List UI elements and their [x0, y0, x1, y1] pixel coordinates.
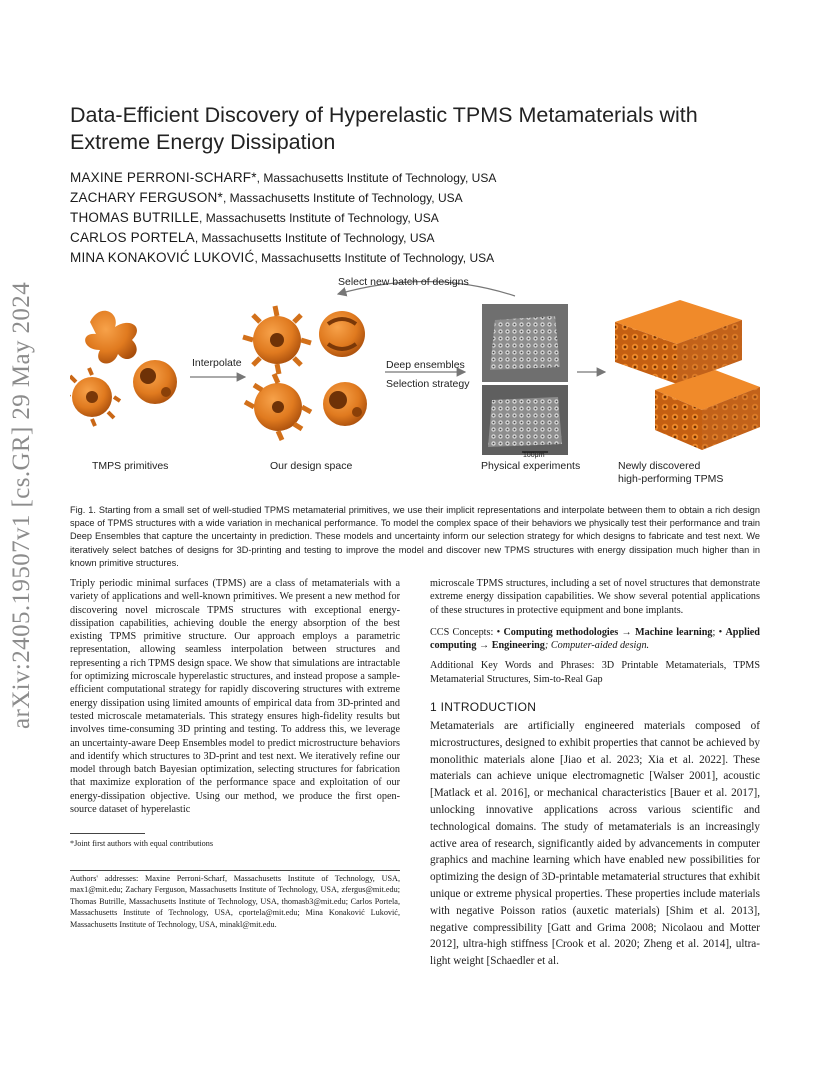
author-entry: [70, 168, 770, 188]
section-heading-introduction: 1 INTRODUCTION: [430, 700, 537, 715]
panel-label-design-space: Our design space: [270, 460, 353, 472]
figure-caption: Fig. 1. Starting from a small set of well-studied TPMS metamaterial primitives, we use their implicit representations and interpolate between them to obtain a rich design space of TPMS structures with a wide variation in mechanical performance. To model the complex space of their behaviors we physically test their performance and train Deep Ensembles that capture the uncertainty in prediction. These models and uncertainty inform our selection strategy for which designs to fabricate and test next. We iteratively select batches of designs for 3D-printing and testing to improve the model and discover new TPMS structures with energy dissipation much higher than in known primitive structures.: [70, 505, 760, 568]
author-name: ZACHARY FERGUSON*: [70, 190, 223, 205]
author-entry: [70, 248, 770, 268]
author-name: THOMAS BUTRILLE: [70, 210, 200, 225]
abstract-column: [70, 577, 400, 816]
select-batch-label: Select new batch of designs: [338, 276, 469, 288]
design-space-shape-3: [245, 374, 311, 440]
discovered-block-bottom: [655, 370, 760, 450]
introduction-paragraph: Metamaterials are artificially engineered materials composed of microstructures, designed to exhibit properties that cannot be achieved by monolithic materials alone [Jiao et al. 2023; Xia et al. 2022]. These materials can achieve unique electromagnetic [Walser 2001], acoustic [Matlack et al. 2016], or mechanical characteristics [Bauer et al. 2017], unlocking innovative applications across various scientific and technological domains. The study of metamaterials is an increasingly active area of research, significantly aided by advancements in computer graphics and machine learning which have enabled new possibilities for optimizing the design of 3D-printable metamaterial structures that exhibit unique or extreme physical properties. These properties include materials with negative Poisson ratios (auxetic materials) [Shim et al. 2013], negative compressibility [Gatt and Grima 2008; Nicolaou and Motter 2012], ultra-high stiffness [Crook et al. 2020; Zheng et al. 2014], ultra-light weight [Schaedler et al.: [430, 720, 760, 968]
deep-ensembles-label: Deep ensembles: [386, 359, 465, 371]
ccs-separator: ; •: [712, 626, 726, 638]
ccs-concept-3: ; Computer-aided design.: [544, 640, 650, 652]
discovered-block-top: [615, 300, 742, 384]
abstract-continuation: microscale TPMS structures, including a set of novel structures that demonstrate extreme energy dissipation capabilities. We show several potential applications of these structures in protective equipment and bone implants.: [430, 578, 760, 616]
design-space-shape-4: [323, 382, 367, 426]
author-addresses: Authors' addresses: Maxine Perroni-Scharf, Massachusetts Institute of Technology, USA, max1@mit.edu; Zachary Ferguson, Massachusetts Institute of Technology, USA, zfergus@mit.edu; Thomas Butrille, Massachusetts Institute of Technology, USA, thomasb3@mit.edu; Carlos Portela, Massachusetts Institute of Technology, USA, cportela@mit.edu; Mina Konaković Luković, Massachusetts Institute of Technology, USA, minakl@mit.edu.: [70, 874, 400, 929]
author-entry: [70, 228, 770, 248]
author-entry: [70, 188, 770, 208]
author-affiliation: , Massachusetts Institute of Technology, USA: [256, 171, 497, 185]
panel-label-physical-experiments: Physical experiments: [481, 460, 581, 472]
author-name: CARLOS PORTELA: [70, 230, 195, 245]
author-list: [70, 168, 770, 268]
author-entry: [70, 208, 770, 228]
primitive-shape-2: [70, 368, 120, 426]
selection-strategy-label: Selection strategy: [386, 378, 470, 390]
ccs-concept-2: Applied computing → Engineering: [430, 626, 760, 652]
author-name: MINA KONAKOVIĆ LUKOVIĆ: [70, 250, 255, 265]
author-affiliation: , Massachusetts Institute of Technology, USA: [222, 191, 463, 205]
keywords: Additional Key Words and Phrases: 3D Printable Metamaterials, TPMS Metamaterial Structures, Sim-to-Real Gap: [430, 660, 760, 685]
joint-author-footnote: *Joint first authors with equal contributions: [70, 839, 214, 848]
author-affiliation: , Massachusetts Institute of Technology, USA: [194, 231, 435, 245]
panel-label-high-performing: high-performing TPMS: [618, 473, 724, 485]
design-space-shape-2: [319, 311, 365, 357]
abstract-paragraph: Triply periodic minimal surfaces (TPMS) are a class of metamaterials with a variety of applications and well-known primitives. We present a new method for discovering novel microscale TPMS structures with exceptional energy-dissipation capabilities, achieving double the energy absorption of the best existing TPMS primitive structure. Our approach employs a parametric representation, allowing seamless interpolation between structures and representing a rich TPMS design space. We show that simulations are intractable for optimizing microscale hyperelastic structures, and instead propose a sample-efficient computational strategy for rapidly discovering structures with extreme energy dissipation using limited amounts of empirical data from 3D-printed and tested microscale metamaterials. This strategy ensures high-fidelity results but involves time-consuming 3D printing and testing. To address this, we leverage an uncertainty-aware Deep Ensembles model to predict microstructure behaviors and identify which structures to 3D-print and test next. We iteratively refine our model through batch Bayesian optimization, selecting structures for fabrication that maximize exploration of the performance space and exploitation of our energy-dissipation objective. Using our method, we produce the first open-source dataset of hyperelastic: [70, 578, 400, 816]
author-affiliation: , Massachusetts Institute of Technology, USA: [254, 251, 495, 265]
primitive-shape-1: [85, 311, 137, 364]
panel-label-primitives: TMPS primitives: [92, 460, 169, 472]
ccs-concepts: [430, 626, 760, 653]
footnote-divider: [70, 833, 145, 834]
right-column: [430, 577, 760, 970]
ccs-concept-1: Computing methodologies → Machine learning: [503, 626, 713, 638]
paper-title: Data-Efficient Discovery of Hyperelastic TPMS Metamaterials with Extreme Energy Dissipation: [70, 103, 698, 154]
interpolate-label: Interpolate: [192, 357, 242, 369]
ccs-prefix: CCS Concepts: •: [430, 626, 504, 638]
scale-bar-label: 100μm: [523, 452, 545, 459]
panel-label-newly-discovered: Newly discovered: [618, 460, 701, 472]
author-name: MAXINE PERRONI-SCHARF*: [70, 170, 257, 185]
sem-image-bottom: [482, 385, 568, 455]
address-divider: [70, 870, 400, 871]
primitive-shape-3: [133, 360, 177, 404]
arxiv-identifier-stamp: arXiv:2405.19507v1 [cs.GR] 29 May 2024: [8, 281, 35, 729]
author-affiliation: , Massachusetts Institute of Technology, USA: [199, 211, 439, 225]
teaser-figure: [70, 272, 760, 487]
design-space-shape-1: [243, 306, 311, 374]
sem-image-top: [482, 304, 568, 382]
